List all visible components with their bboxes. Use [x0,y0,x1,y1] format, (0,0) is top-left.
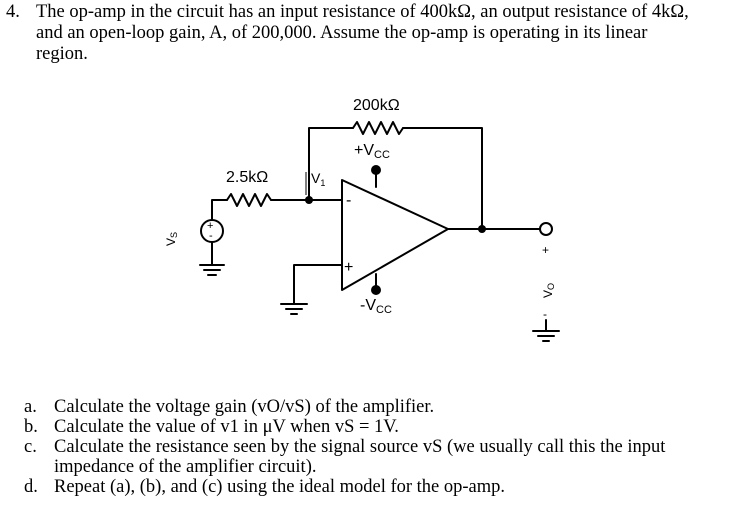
node-v1-label: $V_1$ [311,170,326,188]
question-list [24,397,744,497]
question-b [24,417,744,437]
output-minus: - [543,307,547,321]
question-d-text: Repeat (a), (b), and (c) using the ideal model for the op-amp. [54,477,506,497]
problem-line-2: and an open-loop gain, A, of 200,000. Assume the op-amp is operating in its linear [36,23,648,43]
question-a-text: Calculate the voltage gain (vO/vS) of the amplifier. [54,397,435,417]
node-output [478,225,486,233]
problem-line-3: region. [36,44,88,64]
feedback-resistor-label: 200kΩ [353,97,400,114]
problem-line-1: The op-amp in the circuit has an input resistance of 400kΩ, an output resistance of 4kΩ, [36,2,689,22]
question-c [24,437,744,477]
source-label: VS [164,231,179,246]
node-vcc-neg [371,285,381,295]
question-a [24,397,744,417]
output-plus: + [542,243,550,257]
input-wire-left [212,200,227,220]
node-v1 [305,196,313,204]
output-terminal [540,223,552,235]
noninverting-sign: + [344,259,354,276]
noninv-wire [294,265,342,303]
question-b-label: b. [24,417,38,437]
problem-number: 4. [6,2,20,22]
output-label: VO [541,282,556,298]
input-resistor [227,194,271,206]
node-vcc-pos [371,165,381,175]
question-a-label: a. [24,397,37,417]
question-b-text: Calculate the value of v1 in μV when vS = 1V. [54,417,399,437]
vcc-neg-label: -VCC [360,297,392,316]
feedback-resistor [353,122,403,134]
question-d-label: d. [24,477,38,497]
vcc-pos-label: +VCC [354,142,390,161]
inverting-sign: - [346,192,352,209]
question-d [24,477,744,497]
source-plus: + [207,220,214,232]
source-minus: - [209,230,213,242]
op-amp-triangle [342,180,448,290]
question-c-label: c. [24,437,37,457]
input-resistor-label: 2.5kΩ [226,169,269,186]
question-c-text: Calculate the resistance seen by the signal source vS (we usually call this the input impedance of the amplifier circuit). [54,437,666,477]
